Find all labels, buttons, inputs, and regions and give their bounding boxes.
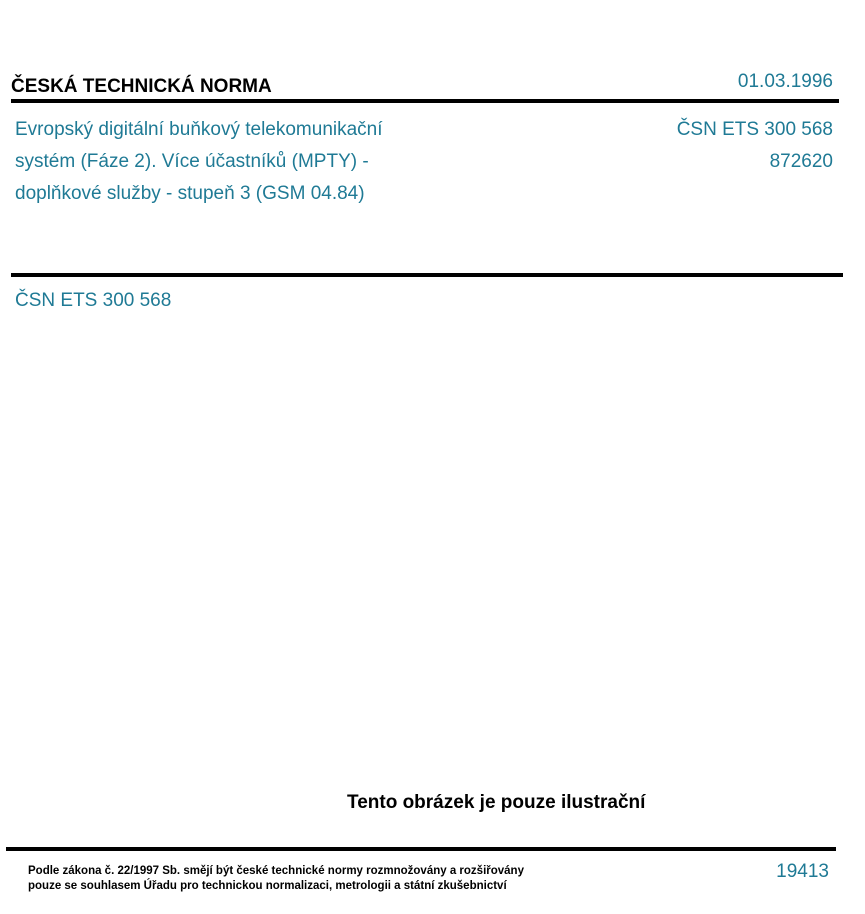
bottom-divider [6, 847, 836, 851]
standard-title-line-3: doplňkové služby - stupeň 3 (GSM 04.84) [15, 183, 365, 204]
middle-divider [11, 273, 843, 277]
standard-title [15, 114, 485, 210]
standard-number-repeat: ČSN ETS 300 568 [15, 290, 172, 311]
standard-number: ČSN ETS 300 568 [676, 119, 833, 140]
catalog-number: 19413 [776, 861, 829, 882]
top-divider [11, 99, 839, 103]
standard-identifiers [677, 114, 833, 178]
legal-notice-line-1: Podle zákona č. 22/1997 Sb. smějí být české technické normy rozmnožovány a rozšiřovány [28, 865, 524, 877]
standard-title-line-1: Evropský digitální buňkový telekomunikační [15, 119, 383, 140]
legal-notice [28, 864, 524, 894]
standard-title-line-2: systém (Fáze 2). Více účastníků (MPTY) - [15, 151, 369, 172]
document-header-title: ČESKÁ TECHNICKÁ NORMA [11, 76, 272, 97]
class-code: 872620 [769, 151, 833, 172]
illustration-notice: Tento obrázek je pouze ilustrační [347, 792, 646, 813]
issue-date: 01.03.1996 [737, 71, 833, 92]
legal-notice-line-2: pouze se souhlasem Úřadu pro technickou normalizaci, metrologii a státní zkušebnictví [28, 880, 507, 892]
